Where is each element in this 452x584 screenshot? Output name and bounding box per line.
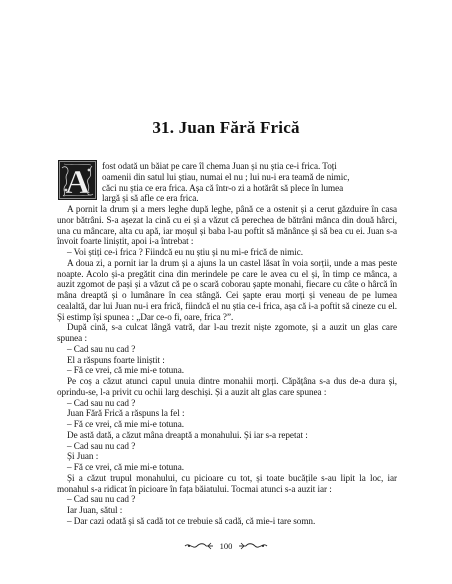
story-paragraph: – Cad sau nu cad ?	[67, 440, 136, 451]
page-number: 100	[219, 541, 233, 551]
story-paragraph: – Fă ce vrei, că mie mi-e totuna.	[67, 365, 184, 376]
story-paragraph: – Cad sau nu cad ?	[67, 494, 136, 505]
story-paragraph: – Fă ce vrei, că mie mi-e totuna.	[67, 462, 184, 472]
story-paragraph: După cină, s-a culcat lângă vatră, dar l-au trezit niște zgomote, și a auzit un glas care spunea :	[57, 322, 397, 343]
story-paragraph: De astă dată, a căzut mâna dreaptă a monahului. Și iar s-a repetat :	[67, 429, 308, 440]
left-ornament-icon	[184, 541, 214, 551]
story-paragraph: – Fă ce vrei, că mie mi-e totuna.	[67, 419, 184, 429]
intro-line: oamenii din satul lui știau, numai el nu ; lui nu-i era teamă de nimic,	[102, 171, 350, 182]
story-paragraph: Și a căzut trupul monahului, cu picioare cu tot, și toate bucățile s-au lipit la loc, iar monahul s-a ridicat în picioare în fața băiatului. Tocmai atunci s-a auzit iar :	[57, 472, 397, 494]
story-paragraph: – Cad sau nu cad ?	[67, 397, 136, 408]
intro-paragraph	[102, 161, 397, 204]
intro-line: largă și să afle ce era frica.	[102, 193, 199, 204]
story-paragraph: – Cad sau nu cad ?	[67, 343, 136, 354]
story-paragraph: A pornit la drum și a mers leghe după leghe, până ce a ostenit și a cerut găzduire în casa unor bătrâni. S-a așezat la cină cu ei și a văzut că perechea de bătrâni mânca din două hârci, una cu mâncare, alta cu apă, iar moșul și baba l-au poftit să mănânce și să bea cu ei. Juan s-a învoit foarte liniștit, apoi i-a întrebat :	[57, 204, 397, 247]
story-body	[57, 204, 397, 527]
chapter-title: 31. Juan Fără Frică	[152, 118, 300, 137]
dropcap-letter: A	[65, 164, 90, 200]
right-ornament-icon	[238, 541, 268, 551]
intro-line: căci nu știa ce era frica. Așa că într-o zi a hotărât să plece în lumea	[102, 182, 344, 193]
story-paragraph: Juan Fără Frică a răspuns la fel :	[67, 408, 185, 419]
story-paragraph: El a răspuns foarte liniștit :	[67, 354, 165, 365]
page-footer	[0, 540, 452, 552]
ornate-dropcap-a	[58, 160, 97, 200]
story-paragraph: – Dar cazi odată și să cadă tot ce trebuie să cadă, că mie-i tare somn.	[67, 515, 316, 526]
story-paragraph: Pe coș a căzut atunci capul unuia dintre monahii morți. Căpățâna s-a dus de-a dura și, oprindu-se, l-a privit cu ochii larg deschiși. Și a auzit alt glas care spunea :	[57, 376, 397, 397]
story-paragraph: Și Juan :	[67, 451, 99, 462]
story-paragraph: Iar Juan, sătul :	[67, 505, 123, 515]
story-paragraph: – Voi știți ce-i frica ? Fiindcă eu nu știu și nu mi-e frică de nimic.	[67, 247, 303, 257]
intro-line: fost odată un băiat pe care îl chema Juan și nu știa ce-i frica. Toți	[102, 161, 337, 171]
story-paragraph: A doua zi, a pornit iar la drum și a ajuns la un castel lăsat în voia sorții, unde a mas peste noapte. Acolo și-a pregătit cina din merindele pe care le avea cu el și, în timp ce mânca, a auzit zgomot de pași și a văzut că pe o scară coborau șapte monahi, fiecare cu câte o hârcă în mâna dreaptă și o lumânare în cea stângă. Cei șapte erau morți și veneau de pe lumea cealaltă, dar lui Juan nu-i era frică, fiindcă el nu știa ce-i frica, așa că i-a poftit să cineze cu el. Și estimp își spunea : „Dar ce-o fi, oare, frica ?”.	[57, 257, 397, 322]
